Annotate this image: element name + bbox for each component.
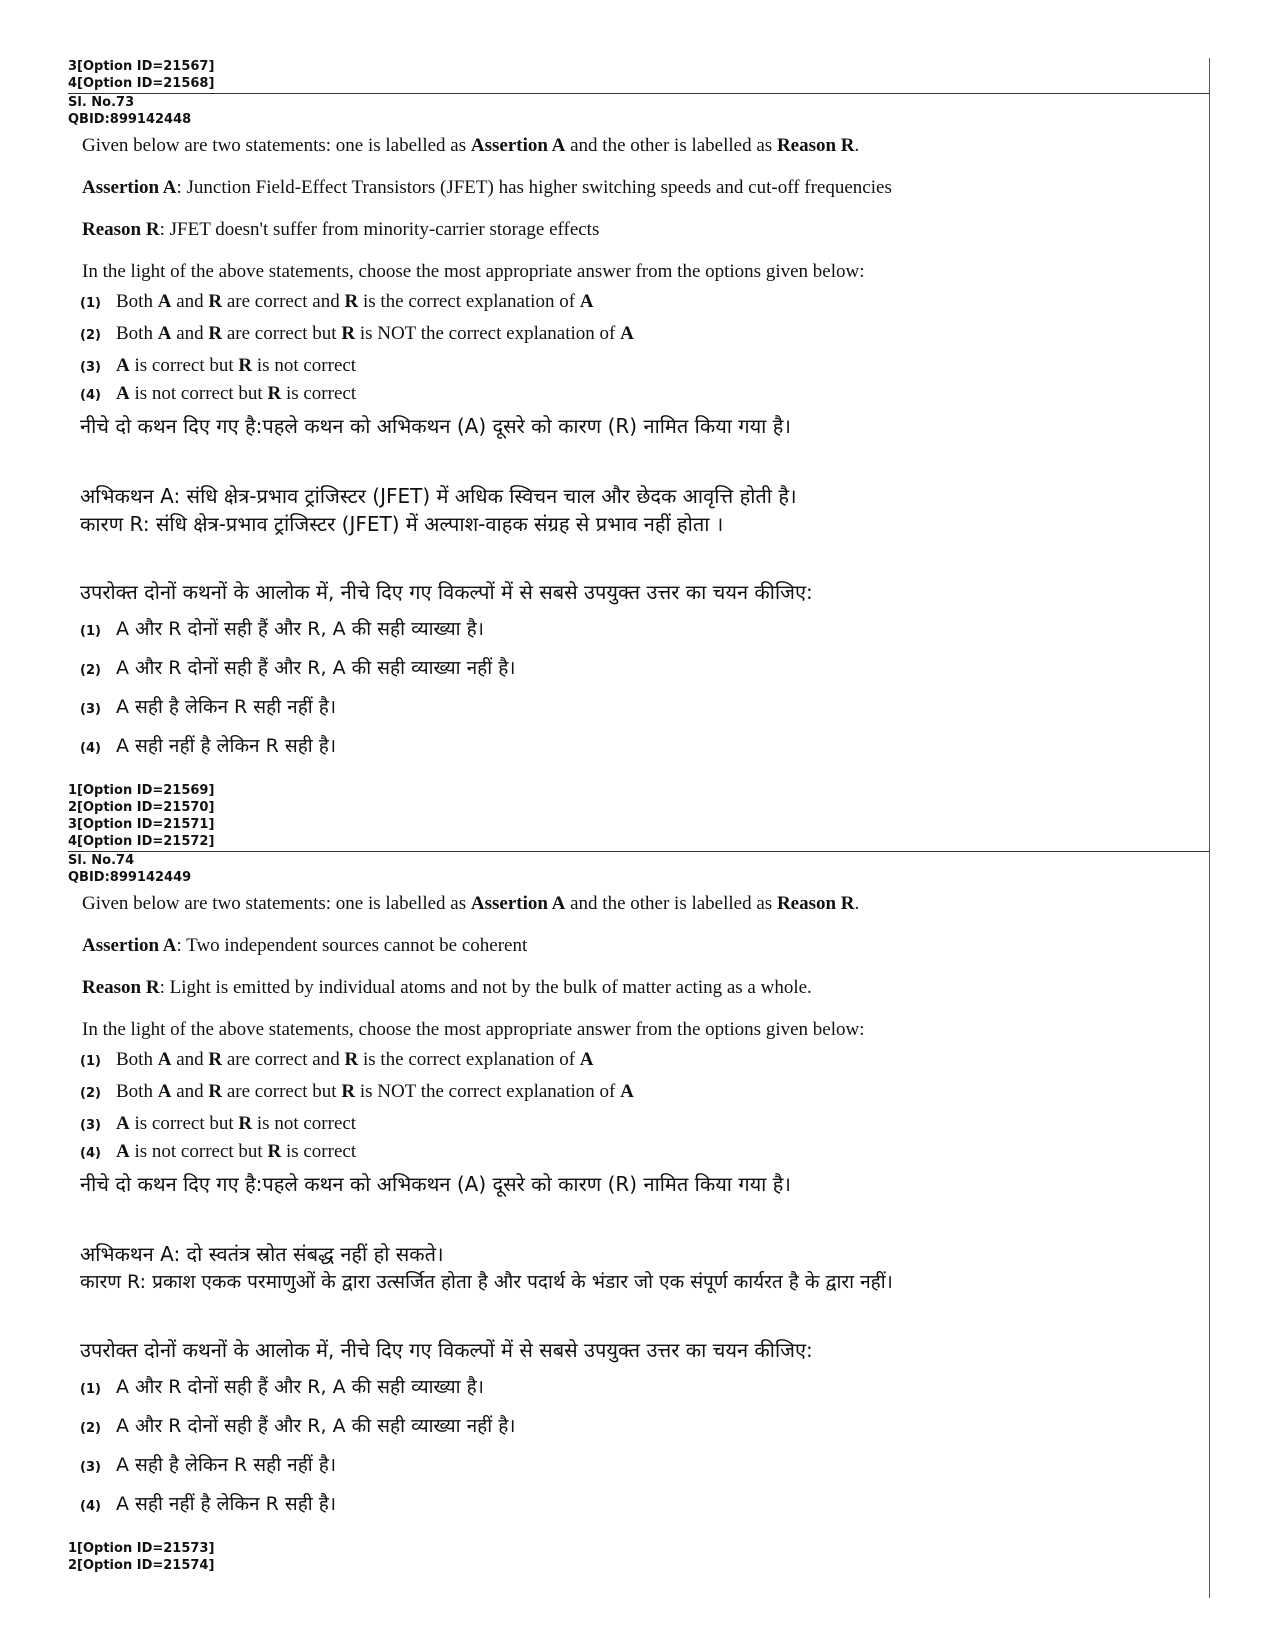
assertion-statement: Assertion A: Junction Field-Effect Transistors (JFET) has higher switching speeds and cut-off frequencies	[82, 177, 892, 198]
reason-statement: Reason R: JFET doesn't suffer from minority-carrier storage effects	[82, 219, 600, 240]
option-id-line: 1[Option ID=21569]	[68, 783, 215, 798]
option-id-line: 2[Option ID=21570]	[68, 800, 215, 815]
option-id-list	[68, 1540, 1210, 1574]
option-en-4: (4) A is not correct but R is correct	[80, 383, 357, 404]
option-en-1: (1) Both A and R are correct and R is the correct explanation of A	[80, 1049, 594, 1070]
serial-number: Sl. No.74	[68, 853, 135, 868]
option-hi-4: (4) A सही नहीं है लेकिन R सही है।	[80, 1493, 337, 1515]
option-id-line: 1[Option ID=21573]	[68, 1541, 215, 1556]
hindi-reason: कारण R: प्रकाश एकक परमाणुओं के द्वारा उत्सर्जित होता है और पदार्थ के भंडार जो एक संपूर्ण कार्यरत है के द्वारा नहीं।	[80, 1271, 893, 1293]
assertion-statement: Assertion A: Two independent sources cannot be coherent	[82, 935, 528, 956]
qbid: QBID:899142448	[68, 112, 192, 127]
option-en-2: (2) Both A and R are correct but R is NOT the correct explanation of A	[80, 323, 634, 344]
option-id-line: 2[Option ID=21574]	[68, 1558, 215, 1573]
question-intro: Given below are two statements: one is labelled as Assertion A and the other is labelled as Reason R.	[82, 135, 860, 156]
option-hi-1: (1) A और R दोनों सही हैं और R, A की सही व्याख्या है।	[80, 1376, 484, 1398]
option-hi-3: (3) A सही है लेकिन R सही नहीं है।	[80, 1454, 337, 1476]
option-en-3: (3) A is correct but R is not correct	[80, 1113, 357, 1134]
option-hi-2: (2) A और R दोनों सही हैं और R, A की सही व्याख्या नहीं है।	[80, 1415, 516, 1437]
qbid: QBID:899142449	[68, 870, 192, 885]
option-en-3: (3) A is correct but R is not correct	[80, 355, 357, 376]
question-74	[68, 852, 1210, 1574]
hindi-assertion: अभिकथन A: संधि क्षेत्र-प्रभाव ट्रांजिस्टर (JFET) में अधिक स्विचन चाल और छेदक आवृत्ति होती है।	[80, 484, 797, 508]
option-id-line: 3[Option ID=21567]	[68, 59, 215, 74]
hindi-reason: कारण R: संधि क्षेत्र-प्रभाव ट्रांजिस्टर (JFET) में अल्पाश-वाहक संग्रह से प्रभाव नहीं होता ।	[80, 512, 724, 536]
question-73	[68, 94, 1210, 850]
serial-number: Sl. No.73	[68, 95, 135, 110]
option-en-1: (1) Both A and R are correct and R is the correct explanation of A	[80, 291, 594, 312]
question-prompt: In the light of the above statements, choose the most appropriate answer from the options given below:	[82, 261, 865, 282]
hindi-intro: नीचे दो कथन दिए गए है:पहले कथन को अभिकथन (A) दूसरे को कारण (R) नामित किया गया है।	[80, 414, 791, 438]
option-id-line: 4[Option ID=21568]	[68, 76, 215, 91]
option-id-list	[68, 782, 1210, 850]
option-hi-1: (1) A और R दोनों सही हैं और R, A की सही व्याख्या है।	[80, 618, 484, 640]
option-id-line: 4[Option ID=21572]	[68, 834, 215, 849]
option-en-2: (2) Both A and R are correct but R is NOT the correct explanation of A	[80, 1081, 634, 1102]
question-prompt: In the light of the above statements, choose the most appropriate answer from the options given below:	[82, 1019, 865, 1040]
option-hi-4: (4) A सही नहीं है लेकिन R सही है।	[80, 735, 337, 757]
document-page	[68, 58, 1210, 1574]
hindi-intro: नीचे दो कथन दिए गए है:पहले कथन को अभिकथन (A) दूसरे को कारण (R) नामित किया गया है।	[80, 1172, 791, 1196]
option-id-line: 3[Option ID=21571]	[68, 817, 215, 832]
option-hi-2: (2) A और R दोनों सही हैं और R, A की सही व्याख्या नहीं है।	[80, 657, 516, 679]
hindi-prompt: उपरोक्त दोनों कथनों के आलोक में, नीचे दिए गए विकल्पों में से सबसे उपयुक्त उत्तर का चयन कीजिए:	[80, 580, 813, 604]
option-en-4: (4) A is not correct but R is correct	[80, 1141, 357, 1162]
hindi-assertion: अभिकथन A: दो स्वतंत्र स्रोत संबद्ध नहीं हो सकते।	[80, 1242, 444, 1266]
hindi-prompt: उपरोक्त दोनों कथनों के आलोक में, नीचे दिए गए विकल्पों में से सबसे उपयुक्त उत्तर का चयन कीजिए:	[80, 1338, 813, 1362]
question-intro: Given below are two statements: one is labelled as Assertion A and the other is labelled as Reason R.	[82, 893, 860, 914]
reason-statement: Reason R: Light is emitted by individual atoms and not by the bulk of matter acting as a whole.	[82, 977, 812, 998]
option-hi-3: (3) A सही है लेकिन R सही नहीं है।	[80, 696, 337, 718]
right-border	[1209, 58, 1210, 1598]
